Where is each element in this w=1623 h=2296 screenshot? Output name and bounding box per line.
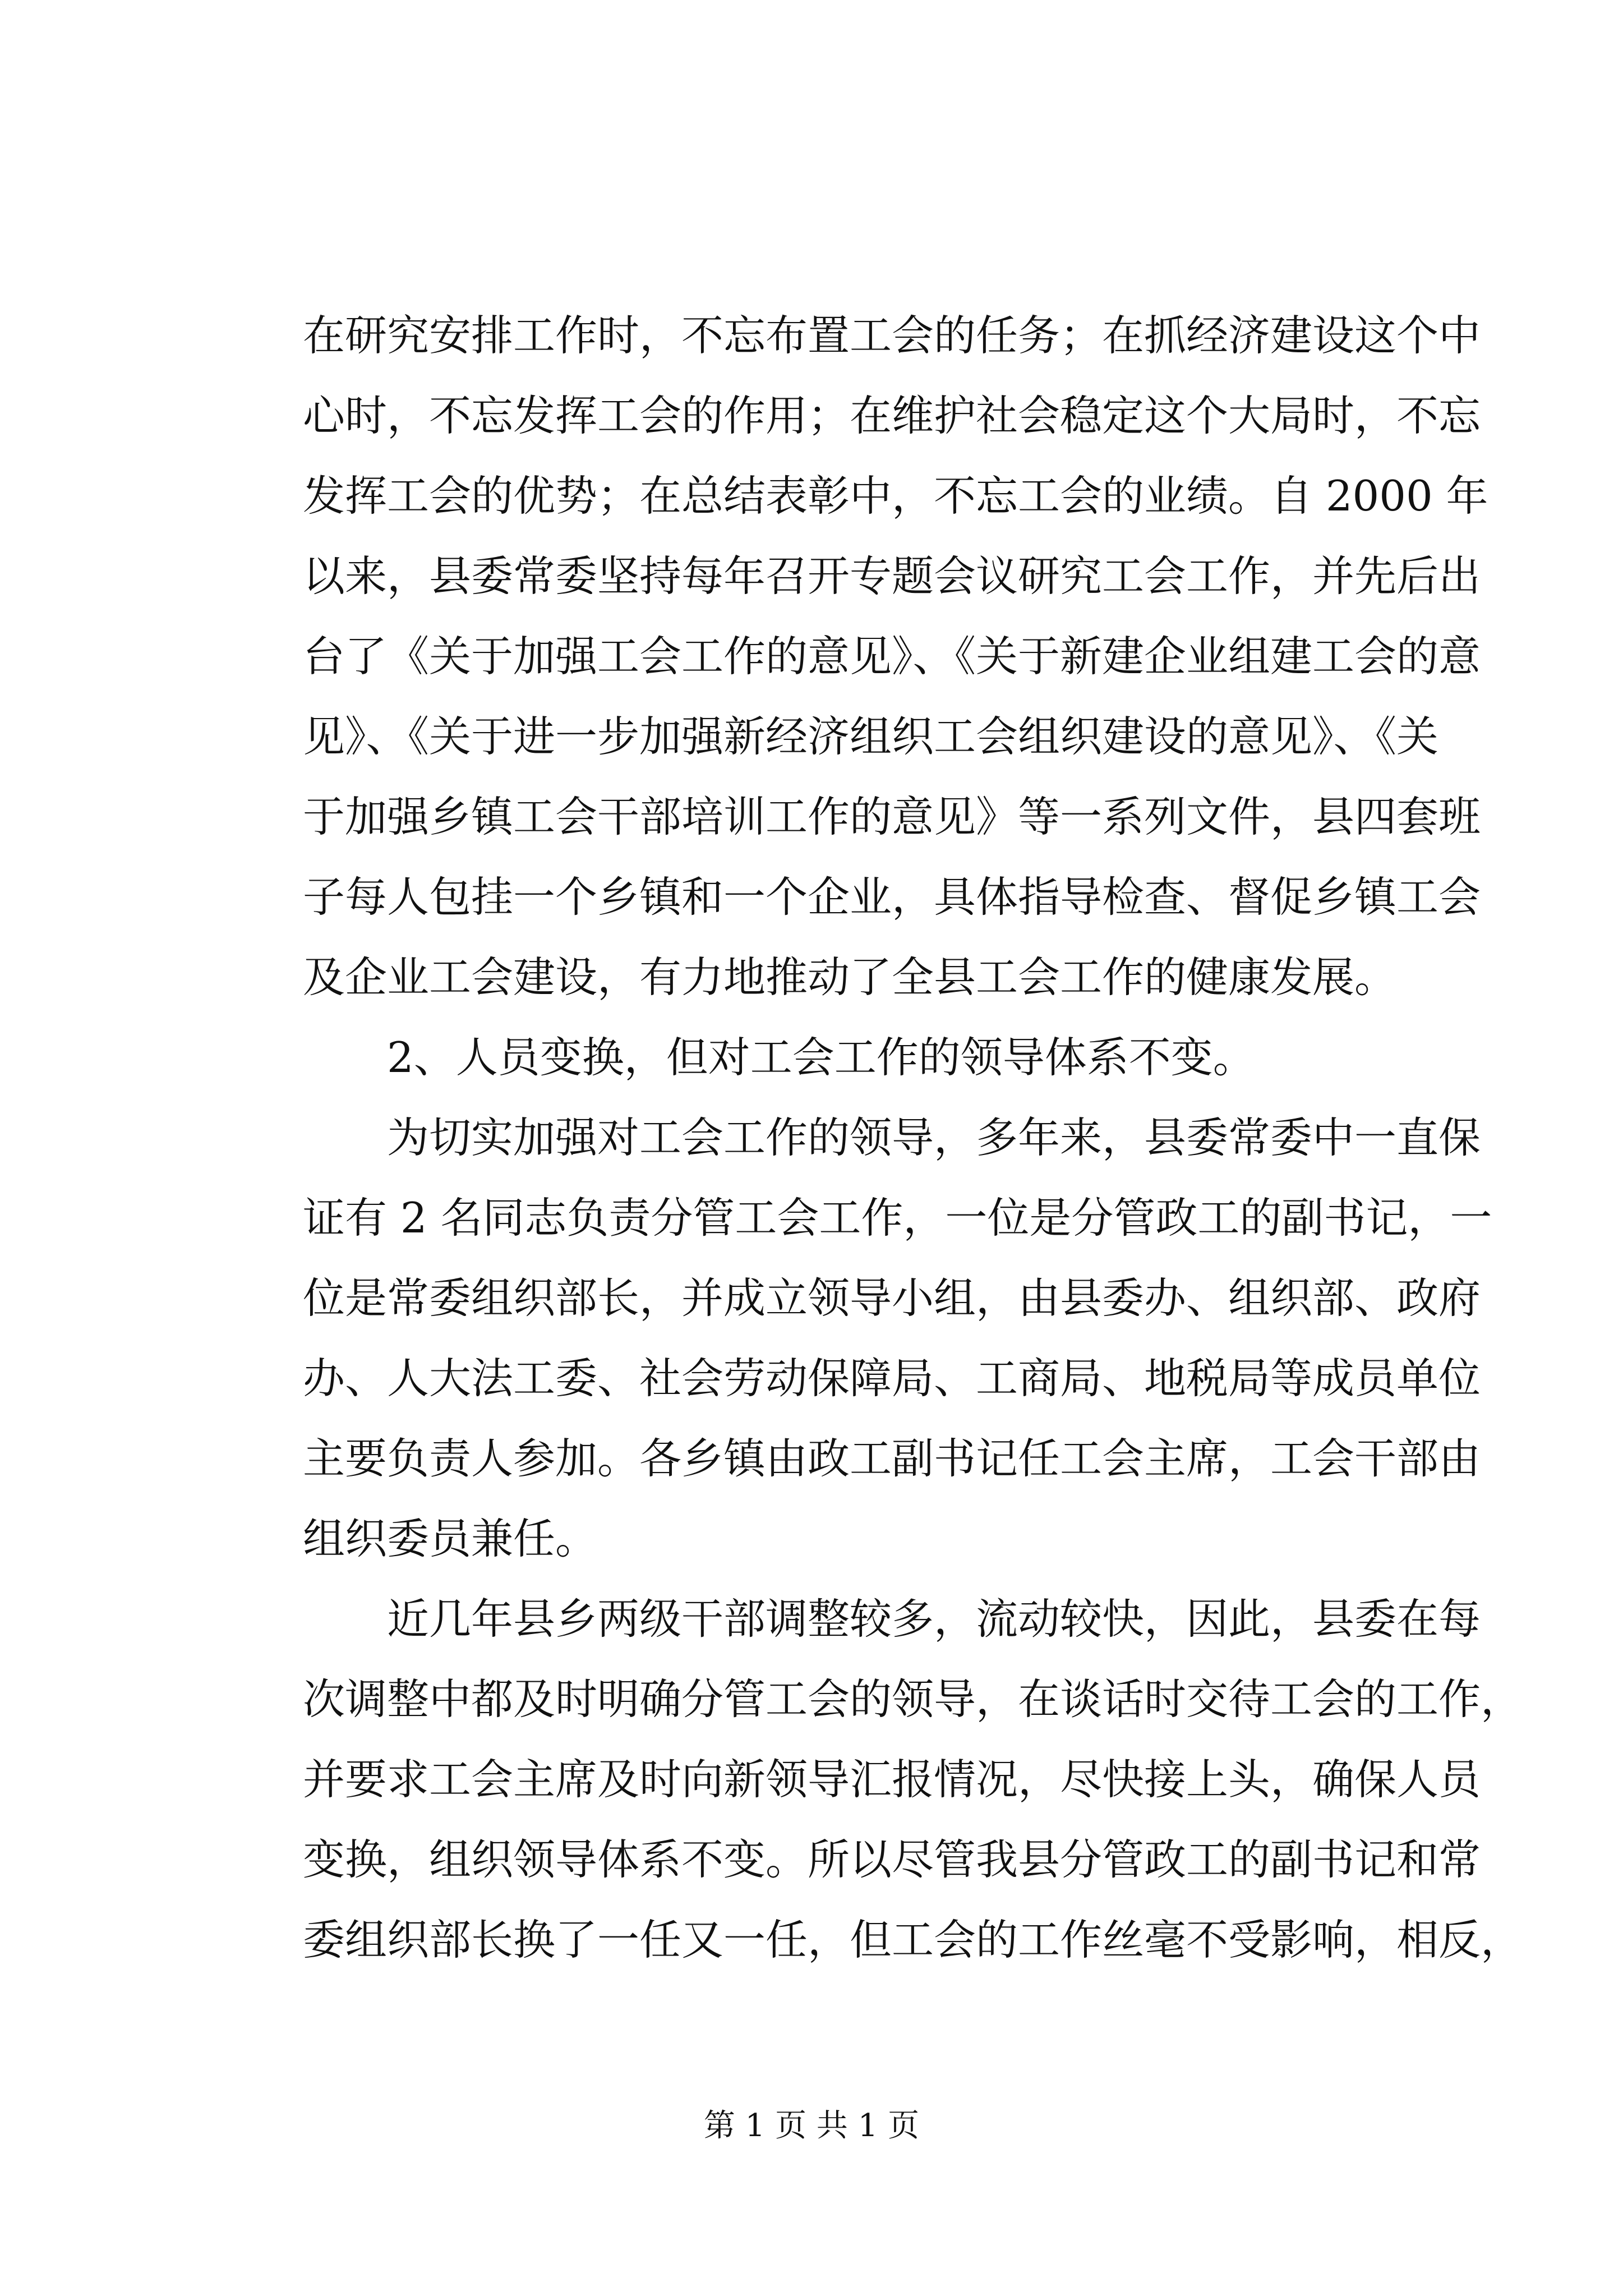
text-line: 见》、《关于进一步加强新经济组织工会组织建设的意见》、《关: [303, 712, 1439, 761]
text-line: 子每人包挂一个乡镇和一个企业，具体指导检查、督促乡镇工会: [303, 872, 1481, 922]
text-line: 位是常委组织部长，并成立领导小组，由县委办、组织部、政府: [303, 1273, 1481, 1323]
section-heading: 2、人员变换，但对工会工作的领导体系不变。: [387, 1033, 1255, 1082]
text-line: 委组织部长换了一任又一任，但工会的工作丝毫不受影响，相反，: [303, 1915, 1523, 1964]
text-line: 变换，组织领导体系不变。所以尽管我县分管政工的副书记和常: [303, 1835, 1481, 1884]
text-line: 主要负责人参加。各乡镇由政工副书记任工会主席，工会干部由: [303, 1434, 1481, 1483]
text-line: 台了《关于加强工会工作的意见》、《关于新建企业组建工会的意: [303, 632, 1481, 681]
text-line: 于加强乡镇工会干部培训工作的意见》等一系列文件，县四套班: [303, 792, 1481, 841]
text-line: 组织委员兼任。: [303, 1514, 598, 1563]
text-line: 为切实加强对工会工作的领导，多年来，县委常委中一直保: [387, 1113, 1481, 1162]
page-footer: 第 1 页 共 1 页: [703, 2108, 920, 2144]
text-line: 近几年县乡两级干部调整较多，流动较快，因此，县委在每: [387, 1594, 1481, 1644]
text-line: 办、人大法工委、社会劳动保障局、工商局、地税局等成员单位: [303, 1354, 1481, 1403]
text-line: 证有 2 名同志负责分管工会工作，一位是分管政工的副书记，一: [303, 1193, 1492, 1243]
text-line: 次调整中都及时明确分管工会的领导，在谈话时交待工会的工作，: [303, 1674, 1523, 1724]
text-line: 在研究安排工作时，不忘布置工会的任务；在抓经济建设这个中: [303, 311, 1481, 360]
text-line: 及企业工会建设，有力地推动了全县工会工作的健康发展。: [303, 953, 1397, 1002]
text-line: 发挥工会的优势；在总结表彰中，不忘工会的业绩。自 2000 年: [303, 471, 1488, 521]
text-line: 心时，不忘发挥工会的作用；在维护社会稳定这个大局时，不忘: [303, 391, 1481, 440]
text-line: 以来，县委常委坚持每年召开专题会议研究工会工作，并先后出: [303, 551, 1481, 601]
text-line: 并要求工会主席及时向新领导汇报情况，尽快接上头，确保人员: [303, 1755, 1481, 1804]
